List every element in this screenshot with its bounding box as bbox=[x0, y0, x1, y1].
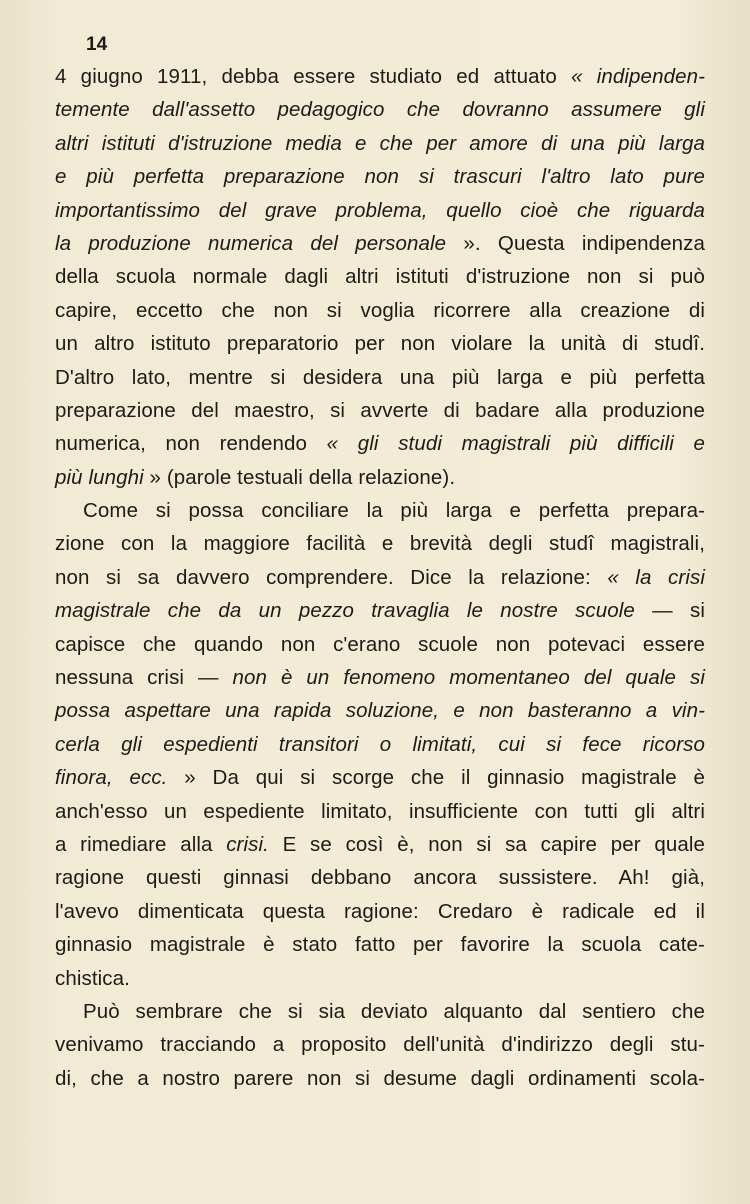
text-line bbox=[55, 260, 705, 293]
text-segment: zione con la maggiore facilità e brevità degli studî magistrali, bbox=[55, 532, 705, 556]
text-segment: a rimediare alla bbox=[55, 832, 227, 856]
italic-text: non è un fenomeno momentaneo del quale si bbox=[232, 666, 705, 690]
text-line bbox=[55, 461, 705, 494]
text-line bbox=[55, 60, 705, 93]
italic-text: importantissimo del grave problema, quello cioè che riguarda bbox=[55, 198, 705, 222]
text-line bbox=[55, 327, 705, 360]
text-segment: E se così è, non si sa capire per quale bbox=[268, 832, 705, 856]
text-segment: Come si possa conciliare la più larga e perfetta prepara- bbox=[83, 499, 705, 523]
text-line bbox=[55, 294, 705, 327]
text-segment: venivamo tracciando a proposito dell'unità d'indirizzo degli stu- bbox=[55, 1033, 705, 1057]
text-line bbox=[55, 861, 705, 894]
italic-text: magistrale che da un pezzo travaglia le nostre scuole bbox=[55, 599, 635, 623]
text-line bbox=[55, 561, 705, 594]
italic-text: finora, ecc. bbox=[55, 766, 168, 790]
text-line bbox=[55, 995, 705, 1028]
text-segment: preparazione del maestro, si avverte di badare alla produzione bbox=[55, 398, 705, 422]
text-line bbox=[55, 795, 705, 828]
text-line bbox=[55, 661, 705, 694]
italic-text: più lunghi bbox=[55, 465, 144, 489]
text-line bbox=[55, 494, 705, 527]
page-number: 14 bbox=[86, 34, 108, 55]
text-line bbox=[55, 527, 705, 560]
text-line bbox=[55, 1028, 705, 1061]
text-segment: un altro istituto preparatorio per non violare la unità di studî. bbox=[55, 332, 705, 356]
text-line bbox=[55, 928, 705, 961]
italic-text: altri istituti d'istruzione media e che per amore di una più larga bbox=[55, 131, 705, 155]
text-segment: non si sa davvero comprendere. Dice la relazione: bbox=[55, 565, 608, 589]
text-segment: — si bbox=[634, 599, 705, 623]
text-segment: chistica. bbox=[55, 966, 130, 990]
text-segment: anch'esso un espediente limitato, insufficiente con tutti gli altri bbox=[55, 799, 705, 823]
text-segment: capire, eccetto che non si voglia ricorrere alla creazione di bbox=[55, 298, 705, 322]
text-line bbox=[55, 761, 705, 794]
text-line bbox=[55, 594, 705, 627]
text-line bbox=[55, 895, 705, 928]
italic-text: possa aspettare una rapida soluzione, e non basteranno a vin- bbox=[55, 699, 705, 723]
text-segment: nessuna crisi — bbox=[55, 666, 233, 690]
text-line bbox=[55, 728, 705, 761]
text-segment: l'avevo dimenticata questa ragione: Credaro è radicale ed il bbox=[55, 899, 705, 923]
text-segment: ». Questa indipendenza bbox=[446, 231, 706, 255]
italic-text: temente dall'assetto pedagogico che dovranno assumere gli bbox=[55, 98, 705, 122]
text-segment: D'altro lato, mentre si desidera una più larga e più perfetta bbox=[55, 365, 705, 389]
text-segment: » (parole testuali della relazione). bbox=[143, 465, 456, 489]
text-segment: ginnasio magistrale è stato fatto per favorire la scuola cate- bbox=[55, 933, 705, 957]
text-segment: ragione questi ginnasi debbano ancora sussistere. Ah! già, bbox=[55, 866, 705, 890]
italic-text: « gli studi magistrali più difficili e bbox=[326, 432, 706, 456]
body-text bbox=[55, 60, 705, 1095]
text-line bbox=[55, 93, 705, 126]
text-line bbox=[55, 628, 705, 661]
text-segment: numerica, non rendendo bbox=[55, 432, 327, 456]
italic-text: e più perfetta preparazione non si trascuri l'altro lato pure bbox=[55, 165, 705, 189]
text-line bbox=[55, 194, 705, 227]
text-line bbox=[55, 361, 705, 394]
text-line bbox=[55, 160, 705, 193]
text-segment: capisce che quando non c'erano scuole non potevaci essere bbox=[55, 632, 705, 656]
text-segment: 4 giugno 1911, debba essere studiato ed attuato bbox=[55, 65, 572, 88]
text-line bbox=[55, 227, 705, 260]
text-line bbox=[55, 427, 705, 460]
italic-text: « la crisi bbox=[607, 565, 705, 589]
text-segment: della scuola normale dagli altri istituti d'istruzione non si può bbox=[55, 265, 705, 289]
text-segment: Può sembrare che si sia deviato alquanto dal sentiero che bbox=[83, 999, 705, 1023]
italic-text: crisi. bbox=[226, 832, 269, 856]
italic-text: la produzione numerica del personale bbox=[55, 231, 447, 255]
italic-text: « indipenden- bbox=[571, 65, 705, 88]
italic-text: cerla gli espedienti transitori o limitati, cui si fece ricorso bbox=[55, 732, 705, 756]
text-line bbox=[55, 962, 705, 995]
text-line bbox=[55, 694, 705, 727]
text-line bbox=[55, 828, 705, 861]
text-line bbox=[55, 394, 705, 427]
text-line bbox=[55, 1062, 705, 1095]
text-segment: » Da qui si scorge che il ginnasio magistrale è bbox=[167, 766, 705, 790]
text-segment: di, che a nostro parere non si desume dagli ordinamenti scola- bbox=[55, 1066, 705, 1090]
text-line bbox=[55, 127, 705, 160]
